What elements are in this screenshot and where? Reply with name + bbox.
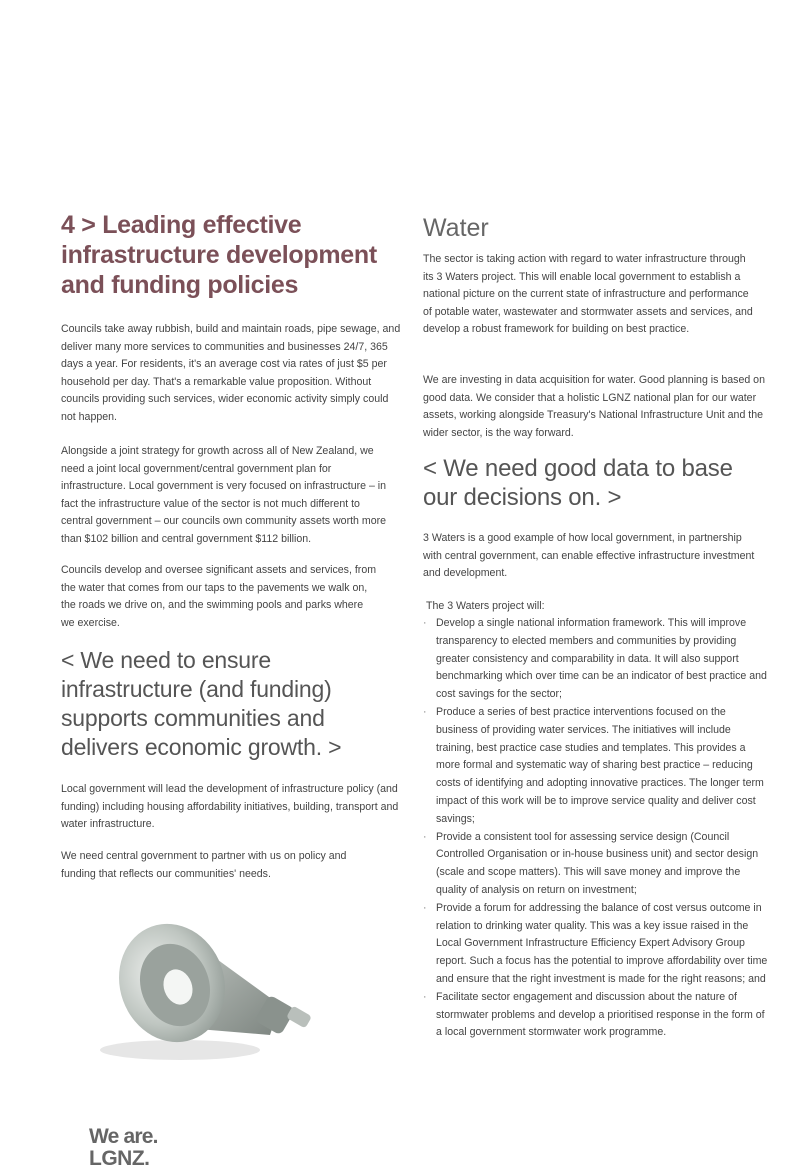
body-paragraph: Councils develop and oversee significant assets and services, from the water that comes from our taps to the pavements we walk on, the roads we drive on, and the swimming pools and parks where we exercise. xyxy=(61,564,377,629)
list-item-text: Facilitate sector engagement and discussion about the nature of stormwater problems and develop a prioritised response in the form of a local government stormwater work programme. xyxy=(436,990,765,1039)
bullet-icon: · xyxy=(423,830,427,843)
list-intro: The 3 Waters project will: xyxy=(426,600,545,612)
list-item-text: Provide a forum for addressing the balance of cost versus outcome in relation to drinking water quality. This was a key issue raised in the Local Government Infrastructure Efficiency Expert Advisory Group report. Such a focus has the potential to improve affordability over time and ensure that the right investment is made for the right reasons; and xyxy=(436,901,768,985)
body-paragraph: The sector is taking action with regard to water infrastructure through its 3 Waters project. This will enable local government to establish a national picture on the current state of infrastructure and performance of potable water, wastewater and stormwater assets and services, and develop a robust framework for building on best practice. xyxy=(423,253,753,336)
megaphone-image xyxy=(110,905,320,1070)
logo-line2: LGNZ. xyxy=(89,1147,150,1170)
list-item-text: Produce a series of best practice interventions focused on the business of providing water services. The initiatives will include training, best practice case studies and templates. This provides a more formal and systematic way of sharing best practice – reducing costs of identifying and adopting innovative practices. The longer term impact of this work will be to improve service quality and deliver cost savings; xyxy=(436,705,764,825)
list-item xyxy=(423,900,768,989)
logo-line1: We are. xyxy=(89,1125,158,1148)
bullet-icon: · xyxy=(423,705,427,718)
bullet-icon: · xyxy=(423,990,427,1003)
lgnz-logo xyxy=(89,1125,209,1170)
project-list xyxy=(423,615,768,1042)
section-title: 4 > Leading effective infrastructure development and funding policies xyxy=(61,211,377,299)
bullet-icon: · xyxy=(423,901,427,914)
body-paragraph: We need central government to partner with us on policy and funding that reflects our communities' needs. xyxy=(61,850,347,880)
list-item xyxy=(423,829,768,900)
bullet-icon: · xyxy=(423,617,427,629)
list-item xyxy=(423,989,768,1042)
water-heading: Water xyxy=(423,214,489,242)
list-item-text: Provide a consistent tool for assessing service design (Council Controlled Organisation or in-house business unit) and sector design (scale and scope matters). This will save money and improve the quality of analysis on return on investment; xyxy=(436,830,759,896)
body-paragraph: 3 Waters is a good example of how local government, in partnership with central government, can enable effective infrastructure investment and development. xyxy=(423,532,755,580)
list-item-text: Develop a single national information framework. This will improve transparency to elected members and communities by providing greater consistency and comparability in data. It will also support benchmarking which over time can be an indicator of best practice and cost savings for the sector; xyxy=(436,617,767,701)
pull-quote: < We need good data to base our decisions on. > xyxy=(423,455,733,511)
body-paragraph: Alongside a joint strategy for growth across all of New Zealand, we need a joint local government/central government plan for infrastructure. Local government is very focused on infrastructure – in fact the infrastructure value of the sector is not much different to central government – our councils own community assets worth more than $102 billion and central government $112 billion. xyxy=(61,445,387,545)
pull-quote: < We need to ensure infrastructure (and funding) supports communities and delivers economic growth. > xyxy=(61,647,342,760)
body-paragraph: Local government will lead the development of infrastructure policy (and funding) including housing affordability initiatives, building, transport and water infrastructure. xyxy=(61,783,399,831)
body-paragraph: We are investing in data acquisition for water. Good planning is based on good data. We consider that a holistic LGNZ national plan for our water assets, working alongside Treasury's National Infrastructure Unit and the wider sector, is the way forward. xyxy=(423,374,765,439)
megaphone-icon xyxy=(110,905,320,1070)
list-item xyxy=(423,704,768,829)
list-item xyxy=(423,615,768,704)
body-paragraph: Councils take away rubbish, build and maintain roads, pipe sewage, and deliver many more services to communities and businesses 24/7, 365 days a year. For residents, it's an average cost via rates of just $5 per household per day. That's a remarkable value proposition. Without councils providing such services, wider economic activity simply could not happen. xyxy=(61,323,401,423)
